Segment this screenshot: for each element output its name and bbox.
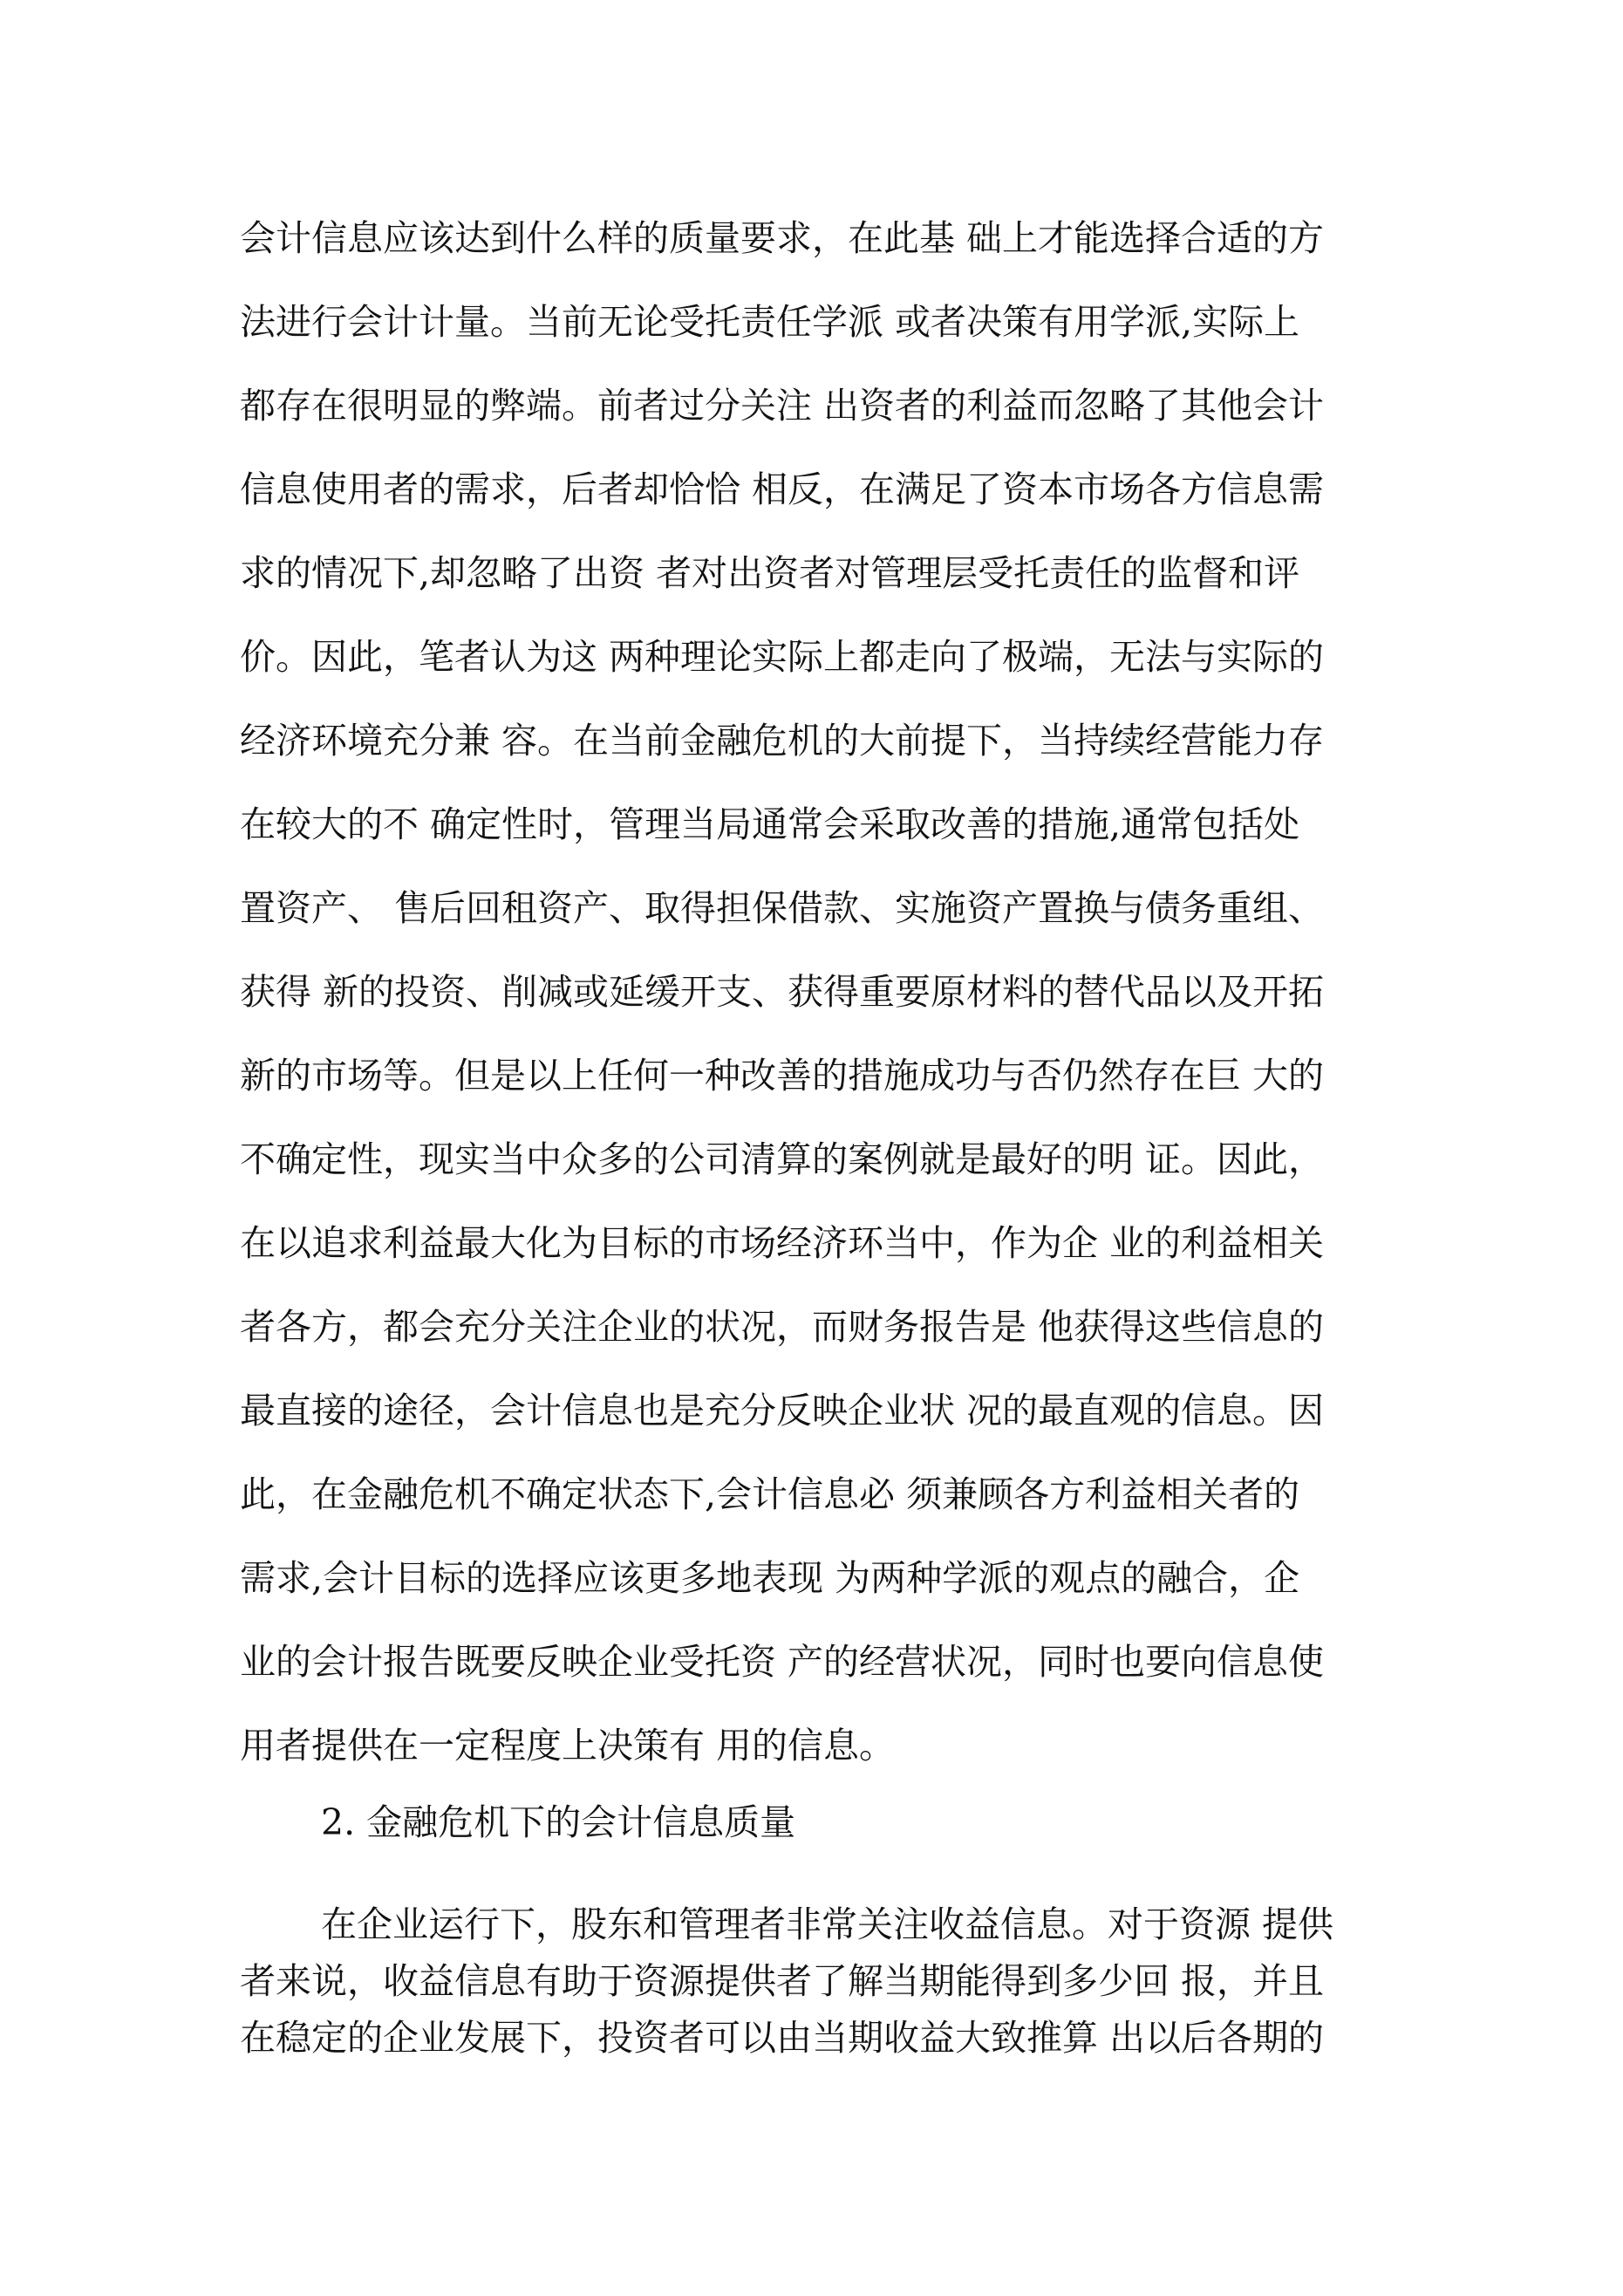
text-line: 在较大的不 确定性时，管理当局通常会采取改善的措施,通常包括处 xyxy=(240,803,1300,845)
text-line: 在稳定的企业发展下，投资者可以由当期收益大致推算 出以后各期的 xyxy=(240,2017,1325,2059)
text-line: 者来说，收益信息有助于资源提供者了解当期能得到多少回 报，并且 xyxy=(240,1960,1325,2002)
text-line: 置资产、 售后回租资产、取得担保借款、实施资产置换与债务重组、 xyxy=(240,887,1325,929)
text-line: 会计信息应该达到什么样的质量要求，在此基 础上才能选择合适的方 xyxy=(240,217,1325,259)
text-line: 在企业运行下，股东和管理者非常关注收益信息。对于资源 提供 xyxy=(321,1903,1334,1945)
text-line: 法进行会计计量。当前无论受托责任学派 或者决策有用学派,实际上 xyxy=(240,301,1300,343)
text-line: 获得 新的投资、削减或延缓开支、获得重要原材料的替代品以及开拓 xyxy=(240,971,1325,1013)
text-line: 需求,会计目标的选择应该更多地表现 为两种学派的观点的融合，企 xyxy=(240,1557,1300,1599)
text-line: 此，在金融危机不确定状态下,会计信息必 须兼顾各方利益相关者的 xyxy=(240,1473,1300,1515)
text-line: 信息使用者的需求，后者却恰恰 相反，在满足了资本市场各方信息需 xyxy=(240,468,1325,510)
paragraph-accounting-objectives xyxy=(240,196,1408,1787)
text-line: 用者提供在一定程度上决策有 用的信息。 xyxy=(240,1725,896,1766)
text-line: 都存在很明显的弊端。前者过分关注 出资者的利益而忽略了其他会计 xyxy=(240,385,1325,427)
text-line: 不确定性，现实当中众多的公司清算的案例就是最好的明 证。因此， xyxy=(240,1138,1325,1180)
text-line: 新的市场等。但是以上任何一种改善的措施成功与否仍然存在巨 大的 xyxy=(240,1055,1325,1097)
text-line: 者各方，都会充分关注企业的状况，而财务报告是 他获得这些信息的 xyxy=(240,1306,1325,1348)
section-heading: 2. 金融危机下的会计信息质量 xyxy=(321,1801,796,1843)
paragraph-earnings-information xyxy=(240,1896,1408,2067)
text-line: 经济环境充分兼 容。在当前金融危机的大前提下，当持续经营能力存 xyxy=(240,720,1325,762)
text-line: 业的会计报告既要反映企业受托资 产的经营状况，同时也要向信息使 xyxy=(240,1641,1325,1683)
text-line: 最直接的途径，会计信息也是充分反映企业状 况的最直观的信息。因 xyxy=(240,1390,1325,1432)
text-line: 求的情况下,却忽略了出资 者对出资者对管理层受托责任的监督和评 xyxy=(240,552,1300,594)
text-line: 在以追求利益最大化为目标的市场经济环当中，作为企 业的利益相关 xyxy=(240,1222,1325,1264)
text-line: 价。因此，笔者认为这 两种理论实际上都走向了极端，无法与实际的 xyxy=(240,636,1325,678)
